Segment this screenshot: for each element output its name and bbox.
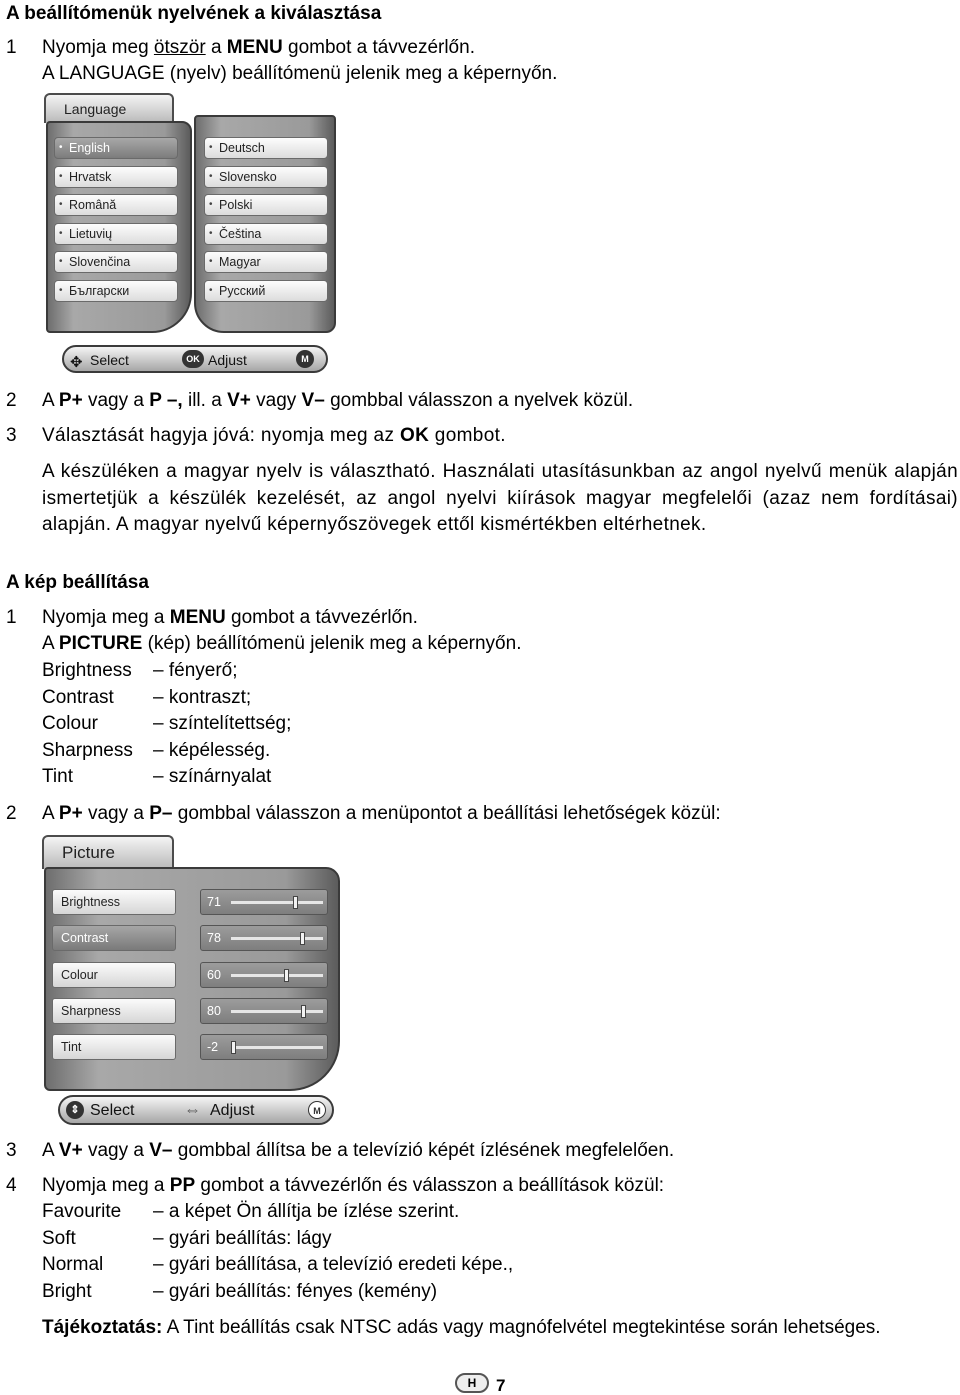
slider-track [231,1010,323,1013]
slider-value: 78 [207,931,221,946]
menu-tab-title: Language [44,93,174,123]
term-label: Contrast [42,686,114,708]
language-option[interactable]: • Polski [204,194,328,216]
language-option[interactable]: • Deutsch [204,137,328,159]
term-label: Tint [42,766,73,788]
picture-setting-slider[interactable] [200,998,328,1024]
menu-tab-title: Picture [42,835,174,869]
step-text-line2: A PICTURE (kép) beállítómenü jelenik meg a képernyőn. [42,633,522,654]
step-text: Nyomja meg a MENU gombot a távvezérlőn. [42,607,418,628]
slider-value: 60 [207,967,221,982]
step-text: Nyomja meg a PP gombot a távvezérlőn és válasszon a beállítások közül: [42,1175,665,1196]
ok-badge-icon: OK [182,350,204,368]
term-description: – színtelítettség; [153,713,292,735]
term-description: – gyári beállítás: lágy [153,1227,332,1249]
picture-menu-screenshot [40,835,345,1130]
step-number: 1 [6,37,17,58]
language-option[interactable]: • Slovensko [204,166,328,188]
slider-knob[interactable] [301,1005,306,1018]
menu-footer-bar [62,345,328,373]
picture-setting-label[interactable]: Sharpness [52,998,176,1024]
slider-value: 80 [207,1003,221,1018]
picture-setting-label[interactable]: Brightness [52,889,176,915]
footer-adjust-label: Adjust [208,352,247,368]
picture-setting-label[interactable]: Colour [52,962,176,988]
step-text: Választását hagyja jóvá: nyomja meg az OK gombot. [42,425,506,446]
term-description: – kontraszt; [153,686,252,708]
term-label: Normal [42,1254,104,1276]
language-option[interactable]: • Lietuvių [54,223,178,245]
term-description: – a képet Ön állítja be ízlése szerint. [153,1201,460,1222]
slider-value: -2 [207,1040,219,1055]
language-option[interactable]: • English [54,137,178,159]
slider-value: 71 [207,895,221,909]
picture-setting-slider[interactable] [200,1034,328,1060]
footer-select-label: Select [90,1102,135,1119]
step-text: A V+ vagy a V– gombbal állítsa be a televízió képét ízlésének megfelelően. [42,1140,675,1161]
slider-knob[interactable] [293,896,298,909]
picture-setting-slider[interactable] [200,962,328,988]
step-number: 2 [6,390,17,411]
slider-track [231,937,323,940]
picture-rows [44,887,340,1087]
term-description: – fényerő; [153,660,238,681]
term-description: – képélesség. [153,739,271,761]
term-description: – színárnyalat [153,766,272,788]
language-h-badge-icon: H [455,1373,489,1393]
step-text: A P+ vagy a P– gombbal válasszon a menüpontot a beállítási lehetőségek közül: [42,803,721,824]
picture-setting-slider[interactable] [200,889,328,915]
term-description: – gyári beállítása, a televízió eredeti képe., [153,1254,514,1276]
picture-setting-slider[interactable] [200,925,328,951]
term-label: Sharpness [42,739,133,761]
left-right-arrows-icon: ⇔ [184,1100,201,1119]
term-label: Brightness [42,660,132,681]
step-text-line2: A LANGUAGE (nyelv) beállítómenü jelenik meg a képernyőn. [42,63,558,84]
footer-adjust-label: Adjust [210,1102,255,1119]
menu-m-badge-icon: M [308,1101,326,1119]
language-option[interactable]: • Magyar [204,251,328,273]
select-arrows-icon: ✥ [70,354,83,371]
slider-knob[interactable] [284,969,289,982]
section-heading-language: A beállítómenük nyelvének a kiválasztása [6,3,382,24]
term-label: Favourite [42,1201,122,1222]
menu-footer-bar [58,1095,334,1125]
term-label: Colour [42,713,98,735]
language-note-paragraph: A készüléken a magyar nyelv is választható. Használati utasításunkban az angol nyelvű menük alapján ismertetjük a készülék kezelését, az angol nyelvi kiírások magyar megfelelői (azaz nem fordításai) alapján. A magyar nyelvű képernyőszövegek ettől kismértékben eltérhetnek. [42,461,959,535]
language-option[interactable]: • Български [54,280,178,302]
language-option[interactable]: • Slovenčina [54,251,178,273]
picture-setting-label[interactable]: Contrast [52,925,176,951]
term-label: Soft [42,1227,76,1249]
footer-select-label: Select [90,352,129,368]
language-menu-screenshot [42,93,342,375]
language-option[interactable]: • Čeština [204,223,328,245]
step-number: 1 [6,607,17,628]
term-description: – gyári beállítás: fényes (kemény) [153,1280,438,1302]
slider-track [231,974,323,977]
term-label: Bright [42,1280,92,1302]
up-down-arrows-icon: ⇕ [66,1101,84,1119]
language-option[interactable]: • Română [54,194,178,216]
slider-track [231,901,323,904]
step-number: 4 [6,1175,17,1196]
picture-setting-label[interactable]: Tint [52,1034,176,1060]
language-option[interactable]: • Русский [204,280,328,302]
language-option[interactable]: • Hrvatsk [54,166,178,188]
step-text: A P+ vagy a P –, ill. a V+ vagy V– gombbal válasszon a nyelvek közül. [42,390,634,411]
slider-track [231,1046,323,1049]
step-number: 3 [6,425,17,446]
step-number: 2 [6,803,17,824]
step-number: 3 [6,1140,17,1161]
menu-m-badge-icon: M [296,350,314,368]
step-text: Nyomja meg ötször a MENU gombot a távvezérlőn. [42,37,475,58]
slider-knob[interactable] [300,932,305,945]
info-note: Tájékoztatás: A Tint beállítás csak NTSC adás vagy magnófelvétel megtekintése során lehetséges. [42,1317,881,1338]
page-number: 7 [496,1376,506,1395]
slider-knob[interactable] [231,1041,236,1054]
section-heading-picture: A kép beállítása [6,572,149,593]
